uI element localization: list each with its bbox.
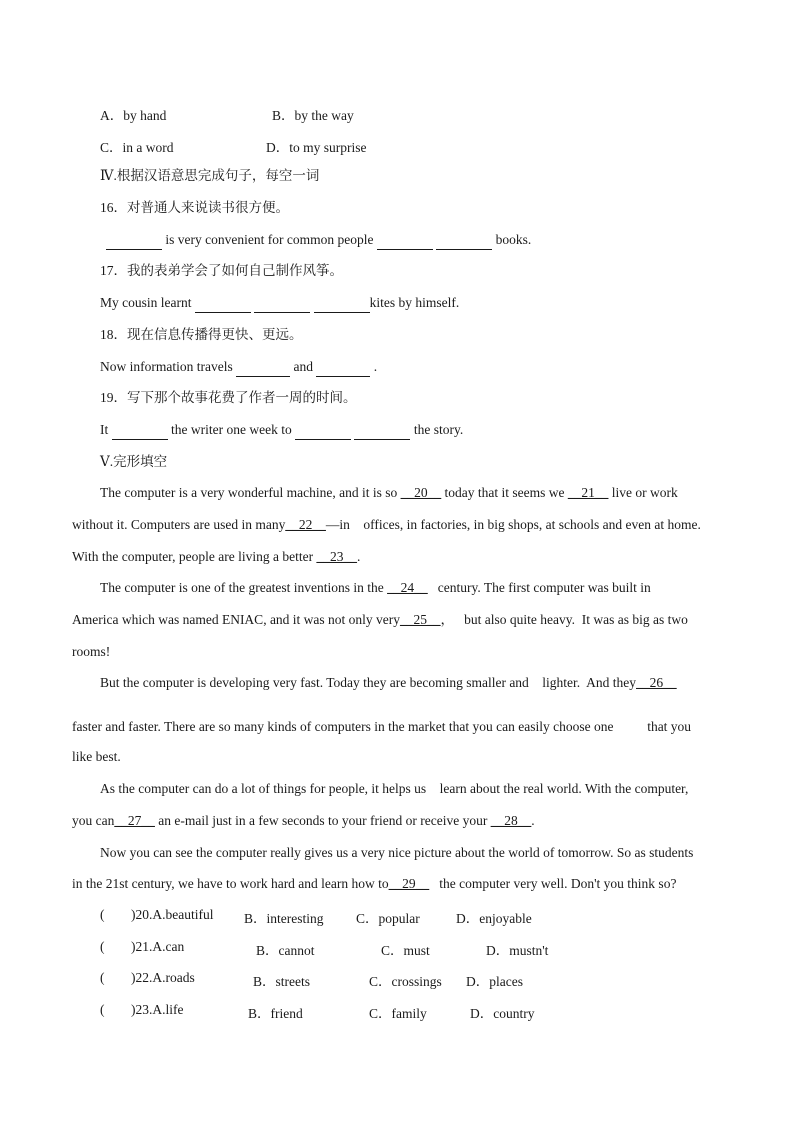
question-option-b[interactable]: B．cannot [256, 943, 315, 958]
passage-line: you can__27__ an e-mail just in a few seconds to your friend or receive your __28__. [72, 813, 535, 828]
blank-25[interactable]: __25__ [400, 612, 441, 627]
answer-blank[interactable] [354, 421, 410, 440]
passage-line: With the computer, people are living a better __23__. [72, 549, 361, 564]
question-option-b[interactable]: B．friend [248, 1006, 303, 1021]
answer-blank[interactable] [314, 294, 370, 313]
passage-line: As the computer can do a lot of things for people, it helps us learn about the real world. With the computer, [100, 781, 689, 796]
answer-paren[interactable]: ( [100, 939, 105, 954]
question-option-c[interactable]: C．family [369, 1006, 427, 1021]
answer-blank[interactable] [254, 294, 310, 313]
option-d: D．to my surprise [266, 140, 367, 155]
answer-paren[interactable]: ( [100, 970, 105, 985]
question-option-c[interactable]: C．crossings [369, 974, 442, 989]
blank-22[interactable]: __22__ [285, 517, 326, 532]
q16-english: is very convenient for common people books. [106, 231, 531, 250]
question-option-a[interactable]: )22.A.roads [131, 970, 195, 985]
answer-blank[interactable] [106, 231, 162, 250]
blank-23[interactable]: __23__ [316, 549, 357, 564]
answer-blank[interactable] [236, 358, 290, 377]
question-option-a[interactable]: )20.A.beautiful [131, 907, 214, 922]
question-option-d[interactable]: D．country [470, 1006, 535, 1021]
blank-21[interactable]: __21__ [567, 485, 609, 500]
passage-line: in the 21st century, we have to work hard and learn how to__29__ the computer very well. Don't you think so? [72, 876, 677, 891]
question-option-d[interactable]: D．places [466, 974, 523, 989]
q18-chinese: 18．现在信息传播得更快、更远。 [100, 327, 303, 342]
option-b: B．by the way [272, 108, 354, 123]
answer-blank[interactable] [377, 231, 433, 250]
q19-english: It the writer one week to the story. [100, 421, 463, 440]
passage-line: The computer is one of the greatest inventions in the __24__ century. The first computer was built in [100, 580, 651, 595]
passage-line: rooms! [72, 644, 111, 659]
passage-line: The computer is a very wonderful machine, and it is so __20__ today that it seems we __21__ live or work [100, 485, 678, 500]
question-option-a[interactable]: )23.A.life [131, 1002, 184, 1017]
question-option-d[interactable]: D．mustn't [486, 943, 549, 958]
answer-paren[interactable]: ( [100, 907, 105, 922]
question-option-d[interactable]: D．enjoyable [456, 911, 532, 926]
answer-blank[interactable] [295, 421, 351, 440]
passage-line: America which was named ENIAC, and it was not only very__25__， but also quite heavy. It was as big as two [72, 612, 688, 627]
section-4-title: Ⅳ.根据汉语意思完成句子，每空一词 [100, 168, 320, 183]
passage-line: Now you can see the computer really gives us a very nice picture about the world of tomorrow. So as students [100, 845, 694, 860]
blank-24[interactable]: __24__ [387, 580, 428, 595]
passage-line: like best. [72, 749, 121, 764]
answer-blank[interactable] [436, 231, 492, 250]
q16-chinese: 16．对普通人来说读书很方便。 [100, 200, 289, 215]
q19-chinese: 19．写下那个故事花费了作者一周的时间。 [100, 390, 357, 405]
q17-chinese: 17．我的表弟学会了如何自己制作风筝。 [100, 263, 343, 278]
option-a: A．by hand [100, 108, 167, 123]
answer-blank[interactable] [195, 294, 251, 313]
answer-blank[interactable] [316, 358, 370, 377]
question-option-b[interactable]: B．interesting [244, 911, 324, 926]
blank-28[interactable]: __28__ [490, 813, 532, 828]
question-option-c[interactable]: C．popular [356, 911, 420, 926]
blank-20[interactable]: __20__ [400, 485, 442, 500]
answer-paren[interactable]: ( [100, 1002, 105, 1017]
question-option-b[interactable]: B．streets [253, 974, 310, 989]
q18-english: Now information travels and . [100, 358, 377, 377]
option-c: C．in a word [100, 140, 174, 155]
question-option-a[interactable]: )21.A.can [131, 939, 185, 954]
blank-29[interactable]: __29__ [388, 876, 430, 891]
passage-line: faster and faster. There are so many kinds of computers in the market that you can easily choose one that you [72, 719, 692, 734]
passage-line: But the computer is developing very fast. Today they are becoming smaller and lighter. And they__26__ [100, 675, 677, 690]
question-option-c[interactable]: C．must [381, 943, 430, 958]
blank-27[interactable]: __27__ [114, 813, 155, 828]
passage-line: without it. Computers are used in many__22__—in offices, in factories, in big shops, at schools and even at home. [72, 517, 701, 532]
q17-english: My cousin learnt kites by himself. [100, 294, 459, 313]
section-5-title: Ⅴ.完形填空 [100, 454, 168, 469]
answer-blank[interactable] [112, 421, 168, 440]
blank-26[interactable]: __26__ [636, 675, 677, 690]
